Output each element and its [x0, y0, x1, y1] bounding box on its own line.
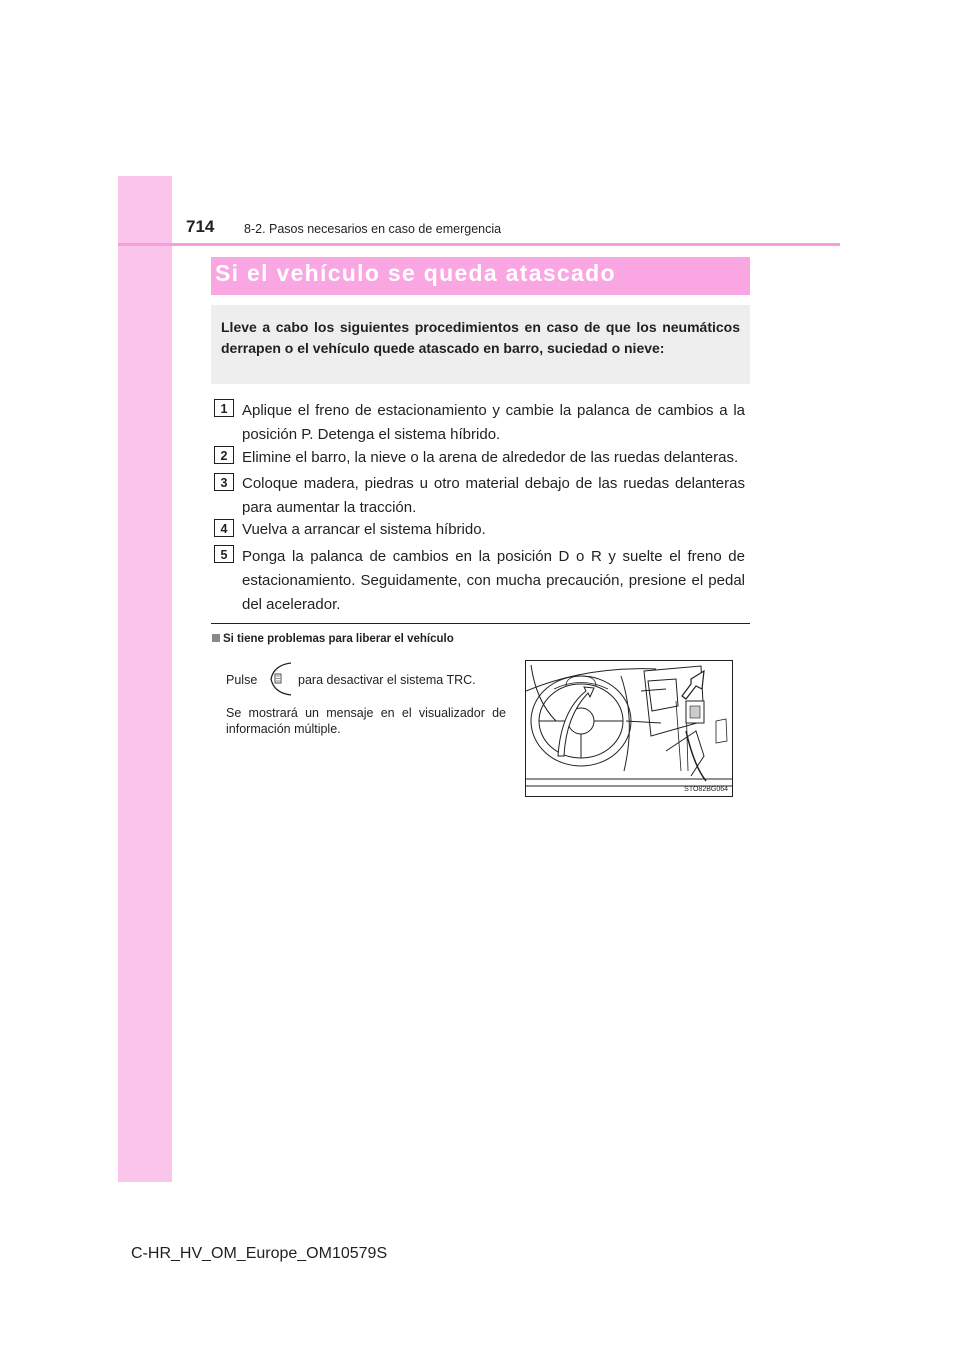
- step-number-5: 5: [214, 545, 234, 563]
- step-number-3: 3: [214, 473, 234, 491]
- dashboard-drawing: [526, 661, 732, 796]
- step-text-5: Ponga la palanca de cambios en la posición D o R y suelte el freno de estacionamiento. Seguidamente, con mucha precaución, presione el pedal del acelerador.: [242, 548, 745, 613]
- trc-off-button-icon: [268, 662, 292, 696]
- step-text-4: Vuelva a arrancar el sistema híbrido.: [242, 521, 486, 538]
- figure-code: STO82BG064: [684, 786, 728, 793]
- pulse-instruction: [226, 662, 506, 698]
- subsection-heading: [212, 633, 454, 645]
- pulse-text-after: para desactivar el sistema TRC.: [298, 673, 476, 687]
- section-divider: [211, 623, 750, 624]
- page-title: Si el vehículo se queda atascado: [215, 260, 616, 286]
- footer-document-id: C-HR_HV_OM_Europe_OM10579S: [131, 1245, 388, 1262]
- step-number-4: 4: [214, 519, 234, 537]
- step-text-1: Aplique el freno de estacionamiento y cambie la palanca de cambios a la posición P. Detenga el sistema híbrido.: [242, 402, 745, 443]
- square-bullet-icon: [212, 634, 220, 642]
- intro-box: [211, 305, 750, 384]
- intro-text: Lleve a cabo los siguientes procedimientos en caso de que los neumáticos derrapen o el vehículo quede atascado en barro, suciedad o nieve:: [221, 319, 740, 356]
- pulse-text-before: Pulse: [226, 673, 258, 687]
- step-text-2: Elimine el barro, la nieve o la arena de alrededor de las ruedas delanteras.: [242, 449, 739, 466]
- section-heading: 8-2. Pasos necesarios en caso de emergencia: [244, 222, 502, 236]
- subsection-heading-text: Si tiene problemas para liberar el vehículo: [223, 633, 454, 645]
- side-tab-strip: [118, 176, 172, 1182]
- step-number-1: 1: [214, 399, 234, 417]
- page-number: 714: [186, 217, 215, 236]
- step-text-3: Coloque madera, piedras u otro material debajo de las ruedas delanteras para aumentar la tracción.: [242, 475, 745, 516]
- dashboard-illustration: [525, 660, 733, 797]
- header-divider: [118, 243, 840, 246]
- title-bar: [211, 257, 750, 295]
- message-text: Se mostrará un mensaje en el visualizador de información múltiple.: [226, 706, 506, 736]
- step-number-2: 2: [214, 446, 234, 464]
